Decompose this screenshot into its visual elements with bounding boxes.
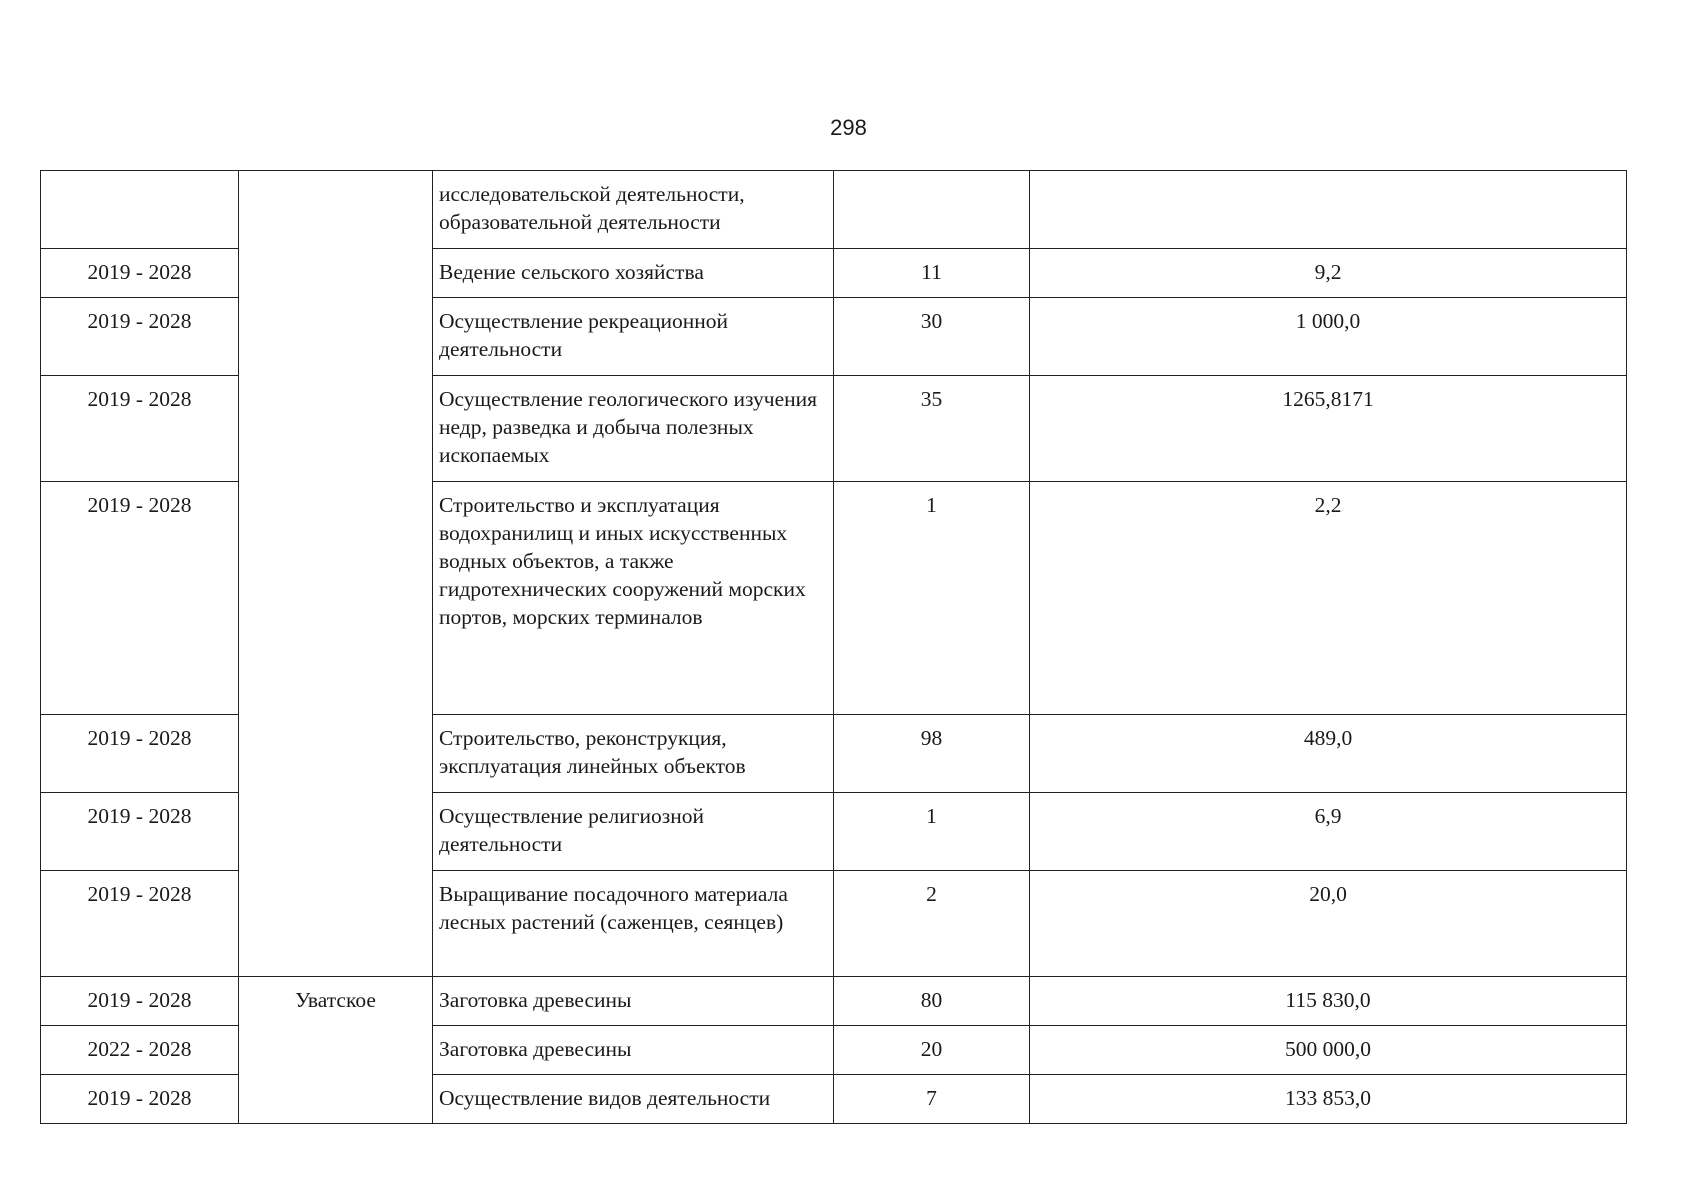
- activity-cell: Осуществление рекреационной деятельности: [433, 298, 834, 376]
- forest-use-table: [40, 170, 1627, 1124]
- count-cell: 20: [834, 1026, 1030, 1075]
- period-cell: 2019 - 2028: [41, 1075, 239, 1124]
- period-cell: 2019 - 2028: [41, 376, 239, 482]
- forestry-cell: [239, 171, 433, 977]
- period-cell: 2022 - 2028: [41, 1026, 239, 1075]
- activity-cell: Заготовка древесины: [433, 977, 834, 1026]
- page-number: 298: [830, 115, 867, 140]
- volume-cell: 20,0: [1030, 871, 1627, 977]
- count-cell: 2: [834, 871, 1030, 977]
- volume-cell: 500 000,0: [1030, 1026, 1627, 1075]
- activity-cell: Осуществление геологического изучения недр, разведка и добыча полезных ископаемых: [433, 376, 834, 482]
- activity-cell: Строительство и эксплуатация водохранилищ и иных искусственных водных объектов, а также гидротехнических сооружений морских портов, морских терминалов: [433, 482, 834, 715]
- period-cell: 2019 - 2028: [41, 793, 239, 871]
- period-cell: [41, 171, 239, 249]
- activity-cell: Строительство, реконструкция, эксплуатация линейных объектов: [433, 715, 834, 793]
- activity-cell: Выращивание посадочного материала лесных растений (саженцев, сеянцев): [433, 871, 834, 977]
- period-cell: 2019 - 2028: [41, 298, 239, 376]
- volume-cell: 6,9: [1030, 793, 1627, 871]
- count-cell: [834, 171, 1030, 249]
- volume-cell: 115 830,0: [1030, 977, 1627, 1026]
- activity-cell: исследовательской деятельности, образовательной деятельности: [433, 171, 834, 249]
- activity-cell: Осуществление религиозной деятельности: [433, 793, 834, 871]
- volume-cell: 2,2: [1030, 482, 1627, 715]
- volume-cell: 133 853,0: [1030, 1075, 1627, 1124]
- activity-cell: Ведение сельского хозяйства: [433, 249, 834, 298]
- count-cell: 1: [834, 482, 1030, 715]
- table-row: [41, 171, 1627, 249]
- activity-cell: Заготовка древесины: [433, 1026, 834, 1075]
- count-cell: 80: [834, 977, 1030, 1026]
- activity-cell: Осуществление видов деятельности: [433, 1075, 834, 1124]
- period-cell: 2019 - 2028: [41, 482, 239, 715]
- volume-cell: 1265,8171: [1030, 376, 1627, 482]
- count-cell: 98: [834, 715, 1030, 793]
- count-cell: 1: [834, 793, 1030, 871]
- count-cell: 35: [834, 376, 1030, 482]
- period-cell: 2019 - 2028: [41, 871, 239, 977]
- volume-cell: 9,2: [1030, 249, 1627, 298]
- volume-cell: 489,0: [1030, 715, 1627, 793]
- period-cell: 2019 - 2028: [41, 715, 239, 793]
- count-cell: 11: [834, 249, 1030, 298]
- table-row: [41, 977, 1627, 1026]
- volume-cell: [1030, 171, 1627, 249]
- count-cell: 30: [834, 298, 1030, 376]
- volume-cell: 1 000,0: [1030, 298, 1627, 376]
- count-cell: 7: [834, 1075, 1030, 1124]
- period-cell: 2019 - 2028: [41, 977, 239, 1026]
- forestry-cell: Уватское: [239, 977, 433, 1124]
- period-cell: 2019 - 2028: [41, 249, 239, 298]
